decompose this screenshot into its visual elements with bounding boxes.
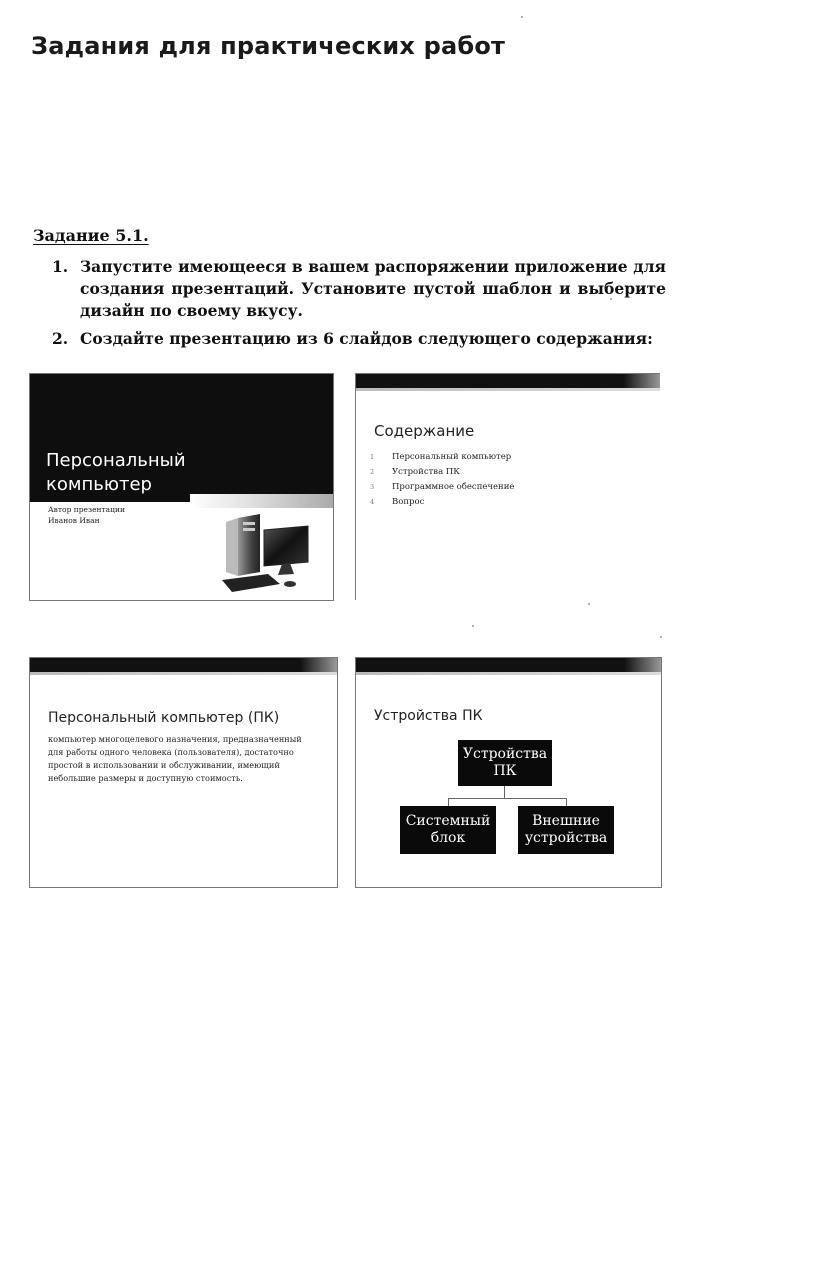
- item-number: 3: [370, 483, 375, 491]
- connector-line: [504, 786, 505, 798]
- step-1: [52, 256, 666, 322]
- connector-line: [448, 798, 449, 806]
- step-number: 1.: [52, 257, 69, 276]
- item-number: 2: [370, 468, 375, 476]
- diagram-root-node: Устройства ПК: [458, 740, 552, 786]
- slide-top-bar-shadow: [356, 388, 660, 391]
- step-text: Запустите имеющееся в вашем распоряжении приложение для создания презентаций. Установите пустой шаблон и выберите дизайн по своему вкусу.: [80, 257, 666, 320]
- item-number: 1: [370, 453, 375, 461]
- contents-item: [370, 450, 514, 465]
- scan-speck: [588, 603, 590, 605]
- contents-item: [370, 495, 514, 510]
- slide-author-block: [48, 504, 125, 526]
- item-text: Вопрос: [392, 497, 425, 507]
- slide-title: Персональный компьютер (ПК): [48, 710, 280, 726]
- author-name: Иванов Иван: [48, 516, 100, 525]
- step-number: 2.: [52, 329, 69, 348]
- item-text: Устройства ПК: [392, 467, 460, 477]
- slide-top-bar-shadow: [30, 672, 337, 675]
- slide-top-bar: [30, 658, 337, 672]
- scan-speck: [660, 636, 662, 638]
- slide-body-text: компьютер многоцелевого назначения, предназначенный для работы одного человека (пользователя), достаточно простой в использовании и обслуживании, имеющий небольшие размеры и доступную стоимость.: [48, 734, 302, 783]
- item-text: Персональный компьютер: [392, 452, 512, 462]
- task-heading: Задание 5.1.: [33, 226, 149, 245]
- slide-definition: [29, 657, 338, 888]
- slide-top-bar: [356, 374, 660, 388]
- diagram-node-external-devices: Внешние устройства: [518, 806, 614, 854]
- computer-image: [208, 514, 318, 594]
- author-label: Автор презентации: [48, 505, 125, 514]
- slide-top-bar-shadow: [356, 672, 661, 675]
- contents-item: [370, 465, 514, 480]
- contents-item: [370, 480, 514, 495]
- slide-title-personal-computer: [29, 373, 334, 601]
- connector-line: [566, 798, 567, 806]
- item-number: 4: [370, 498, 375, 506]
- connector-line: [448, 798, 566, 799]
- diagram-node-system-unit: Системный блок: [400, 806, 496, 854]
- step-2: [52, 328, 666, 350]
- slide-devices-diagram: [355, 657, 662, 888]
- slide-contents: [355, 373, 660, 600]
- step-text: Создайте презентацию из 6 слайдов следующего содержания:: [80, 329, 653, 348]
- slide-title: Устройства ПК: [374, 708, 483, 724]
- item-text: Программное обеспечение: [392, 482, 515, 492]
- scan-speck: [610, 298, 612, 300]
- page-title: Задания для практических работ: [31, 32, 506, 60]
- slide-title: Персональный компьютер: [46, 450, 186, 495]
- steps-list: [52, 256, 666, 356]
- slide-top-bar: [356, 658, 661, 672]
- slide-title: Содержание: [374, 422, 475, 440]
- scan-speck: [472, 625, 474, 627]
- contents-list: [370, 450, 514, 510]
- scan-speck: [521, 16, 523, 18]
